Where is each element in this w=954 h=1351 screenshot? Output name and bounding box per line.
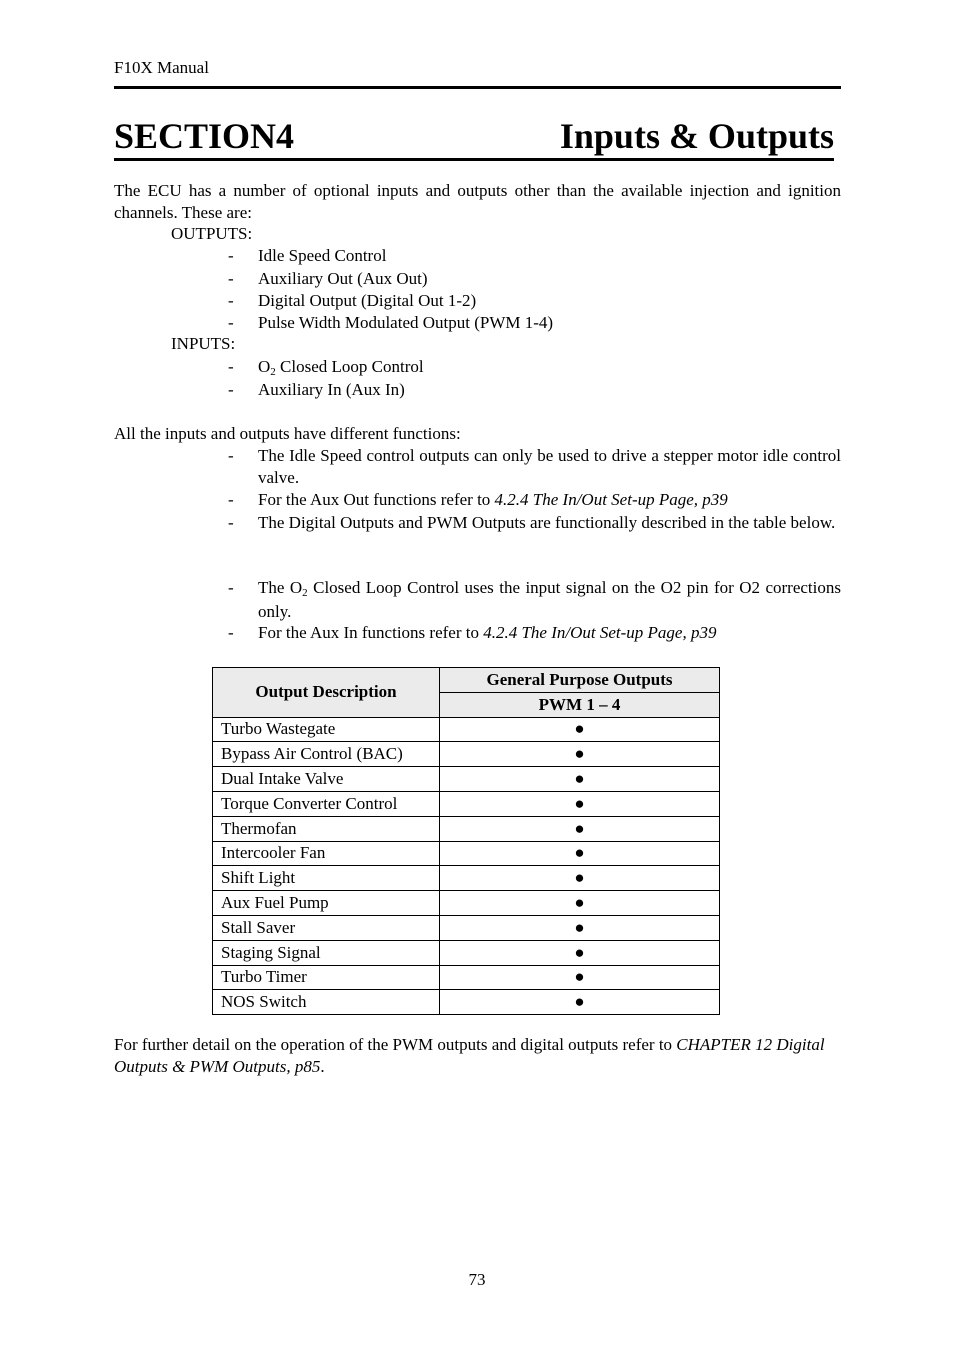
table-row [213, 791, 720, 816]
table-row [213, 990, 720, 1015]
output-description-cell: Aux Fuel Pump [213, 891, 440, 916]
functions-intro: All the inputs and outputs have different functions: [114, 424, 461, 443]
table-row [213, 816, 720, 841]
table-row [213, 965, 720, 990]
output-description-cell: Shift Light [213, 866, 440, 891]
output-description-cell: Intercooler Fan [213, 841, 440, 866]
output-description-cell: Thermofan [213, 816, 440, 841]
cross-reference: CHAPTER 12 Digital Outputs & PWM Outputs, p85 [114, 1035, 825, 1076]
pwm-bullet-cell: ● [440, 767, 720, 792]
output-description-cell: Dual Intake Valve [213, 767, 440, 792]
pwm-bullet-cell: ● [440, 940, 720, 965]
output-description-cell: Torque Converter Control [213, 791, 440, 816]
output-description-cell: Turbo Timer [213, 965, 440, 990]
pwm-bullet-cell: ● [440, 891, 720, 916]
pwm-bullet-cell: ● [440, 816, 720, 841]
output-description-cell: NOS Switch [213, 990, 440, 1015]
page-number: 73 [468, 1270, 486, 1289]
pwm-bullet-cell: ● [440, 742, 720, 767]
output-description-cell: Turbo Wastegate [213, 717, 440, 742]
pwm-bullet-cell: ● [440, 791, 720, 816]
output-description-cell: Stall Saver [213, 915, 440, 940]
table-row [213, 940, 720, 965]
section-number: SECTION4 [114, 116, 295, 156]
inputs-label: INPUTS: [171, 334, 236, 353]
pwm-bullet-cell: ● [440, 915, 720, 940]
table-row [213, 841, 720, 866]
table-row [213, 915, 720, 940]
pwm-bullet-cell: ● [440, 990, 720, 1015]
cross-reference: 4.2.4 The In/Out Set-up Page, p39 [483, 623, 717, 642]
table-row [213, 767, 720, 792]
header-rule [114, 86, 841, 89]
table-row [213, 742, 720, 767]
table-row [213, 717, 720, 742]
pwm-bullet-cell: ● [440, 866, 720, 891]
table-row [213, 891, 720, 916]
col-subheader-pwm: PWM 1 – 4 [440, 692, 720, 717]
output-description-cell: Bypass Air Control (BAC) [213, 742, 440, 767]
outputs-label: OUTPUTS: [171, 224, 253, 243]
cross-reference: 4.2.4 The In/Out Set-up Page, p39 [494, 490, 728, 509]
section-heading: Inputs & Outputs [559, 116, 834, 156]
pwm-bullet-cell: ● [440, 841, 720, 866]
output-description-cell: Staging Signal [213, 940, 440, 965]
outputs-table [212, 667, 720, 1015]
running-header: F10X Manual [114, 58, 209, 77]
col-header-description: Output Description [213, 668, 440, 718]
section-title [114, 114, 834, 161]
intro-paragraph: The ECU has a number of optional inputs and outputs other than the available injection and ignition channels. These are: [114, 181, 841, 222]
pwm-bullet-cell: ● [440, 965, 720, 990]
further-detail-paragraph: For further detail on the operation of the PWM outputs and digital outputs refer to CHAPTER 12 Digital Outputs & PWM Outputs, p85. [114, 1035, 825, 1076]
pwm-bullet-cell: ● [440, 717, 720, 742]
table-row [213, 866, 720, 891]
col-header-general-purpose: General Purpose Outputs [440, 668, 720, 693]
